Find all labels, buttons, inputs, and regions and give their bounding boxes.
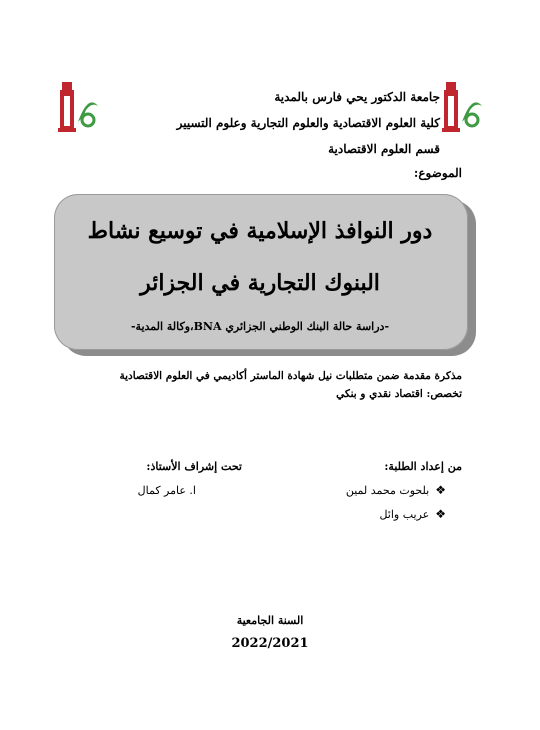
students-label: من إعداد الطلبة: <box>384 460 462 473</box>
thesis-subtitle: -دراسة حالة البنك الوطني الجزائري BNA،وكالة المدية- <box>130 320 390 333</box>
university-logo-right <box>440 76 484 136</box>
student-item <box>379 507 446 521</box>
diamond-bullet-icon: ❖ <box>435 483 446 497</box>
student-name: بلحوت محمد لمين <box>345 483 430 497</box>
department-name: قسم العلوم الاقتصادية <box>328 142 440 156</box>
thesis-title-line-1: دور النوافذ الإسلامية في توسيع نشاط <box>87 218 433 244</box>
supervisor-label: تحت إشراف الأستاذ: <box>146 460 242 473</box>
subject-label: الموضوع: <box>413 166 462 180</box>
academic-year-label: السنة الجامعية <box>236 614 304 627</box>
student-item <box>346 483 446 497</box>
university-logo-left <box>56 76 100 136</box>
degree-statement: مذكرة مقدمة ضمن متطلبات نيل شهادة الماستر أكاديمي في العلوم الاقتصادية <box>119 370 462 382</box>
university-name: جامعة الدكتور يحي فارس بالمدية <box>274 90 440 104</box>
student-name: عريب وائل <box>379 507 430 521</box>
specialization: تخصص: اقتصاد نقدي و بنكي <box>336 388 462 400</box>
supervisor-name: ا. عامر كمال <box>137 484 196 497</box>
faculty-name: كلية العلوم الاقتصادية والعلوم التجارية وعلوم التسيير <box>176 116 440 130</box>
diamond-bullet-icon: ❖ <box>435 507 446 521</box>
thesis-title-line-2: البنوك التجارية في الجزائر <box>140 270 380 296</box>
academic-year-value: 2022/2021 <box>231 636 309 651</box>
